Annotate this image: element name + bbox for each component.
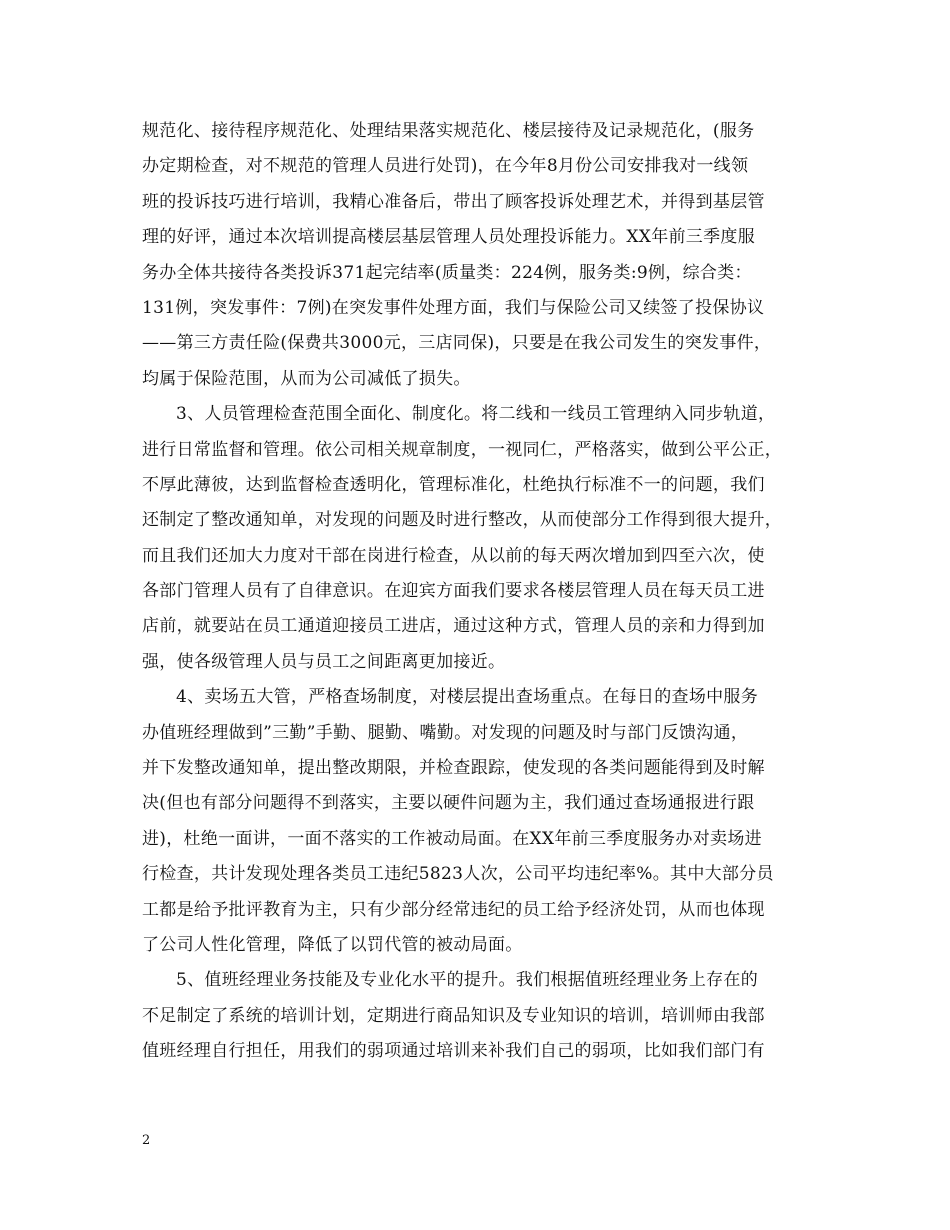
text-line: 班的投诉技巧进行培训，我精心准备后，带出了顾客投诉处理艺术，并得到基层管 (142, 191, 765, 212)
text-line: 决(但也有部分问题得不到落实，主要以硬件问题为主，我们通过查场通报进行跟 (142, 793, 755, 814)
text-line: 不足制定了系统的培训计划，定期进行商品知识及专业知识的培训，培训师由我部 (142, 1005, 765, 1026)
body-text (142, 114, 814, 1070)
text-line: 了公司人性化管理，降低了以罚代管的被动局面。 (142, 934, 523, 955)
text-line: 店前，就要站在员工通道迎接员工进店，通过这种方式，管理人员的亲和力得到加 (142, 616, 765, 637)
text-line: 进行日常监督和管理。依公司相关规章制度，一视同仁，严格落实，做到公平公正， (142, 439, 783, 460)
text-line: 规范化、接待程序规范化、处理结果落实规范化、楼层接待及记录规范化，(服务 (142, 121, 755, 141)
text-line: 务办全体共接待各类投诉371起完结率(质量类：224例，服务类:9例，综合类： (142, 262, 752, 283)
text-line: 理的好评，通过本次培训提高楼层基层管理人员处理投诉能力。XX年前三季度服 (142, 227, 756, 248)
text-line: ——第三方责任险(保费共3000元，三店同保)，只要是在我公司发生的突发事件， (142, 333, 772, 354)
text-line: 工都是给予批评教育为主，只有少部分经常违纪的员工给予经济处罚，从而也体现 (142, 899, 765, 920)
text-line: 并下发整改通知单，提出整改期限，并检查跟踪，使发现的各类问题能得到及时解 (142, 758, 765, 779)
text-line: 进)，杜绝一面讲，一面不落实的工作被动局面。在XX年前三季度服务办对卖场进 (142, 828, 762, 849)
text-line: 办定期检查，对不规范的管理人员进行处罚)，在今年8月份公司安排我对一线领 (142, 156, 749, 177)
text-line: 行检查，共计发现处理各类员工违纪5823人次，公司平均违纪率%。其中大部分员 (142, 864, 774, 885)
page-number: 2 (142, 1133, 151, 1148)
text-line: 3、人员管理检查范围全面化、制度化。将二线和一线员工管理纳入同步轨道， (176, 404, 776, 425)
text-line: 4、卖场五大管，严格查场制度，对楼层提出查场重点。在每日的查场中服务 (176, 687, 759, 708)
text-line: 不厚此薄彼，达到监督检查透明化，管理标准化，杜绝执行标准不一的问题，我们 (142, 474, 765, 495)
text-line: 131例，突发事件：7例)在突发事件处理方面，我们与保险公司又续签了投保协议 (142, 297, 765, 318)
text-line: 均属于保险范围，从而为公司减低了损失。 (142, 368, 471, 389)
text-line: 办值班经理做到”三勤”手勤、腿勤、嘴勤。对发现的问题及时与部门反馈沟通， (142, 722, 749, 743)
text-line: 5、值班经理业务技能及专业化水平的提升。我们根据值班经理业务上存在的 (176, 970, 759, 991)
text-line: 强，使各级管理人员与员工之间距离更加接近。 (142, 651, 506, 672)
text-line: 还制定了整改通知单，对发现的问题及时进行整改，从而使部分工作得到很大提升， (142, 510, 783, 531)
text-line: 各部门管理人员有了自律意识。在迎宾方面我们要求各楼层管理人员在每天员工进 (142, 581, 765, 602)
text-line: 值班经理自行担任，用我们的弱项通过培训来补我们自己的弱项，比如我们部门有 (142, 1041, 765, 1062)
text-line: 而且我们还加大力度对干部在岗进行检查，从以前的每天两次增加到四至六次，使 (142, 545, 765, 566)
